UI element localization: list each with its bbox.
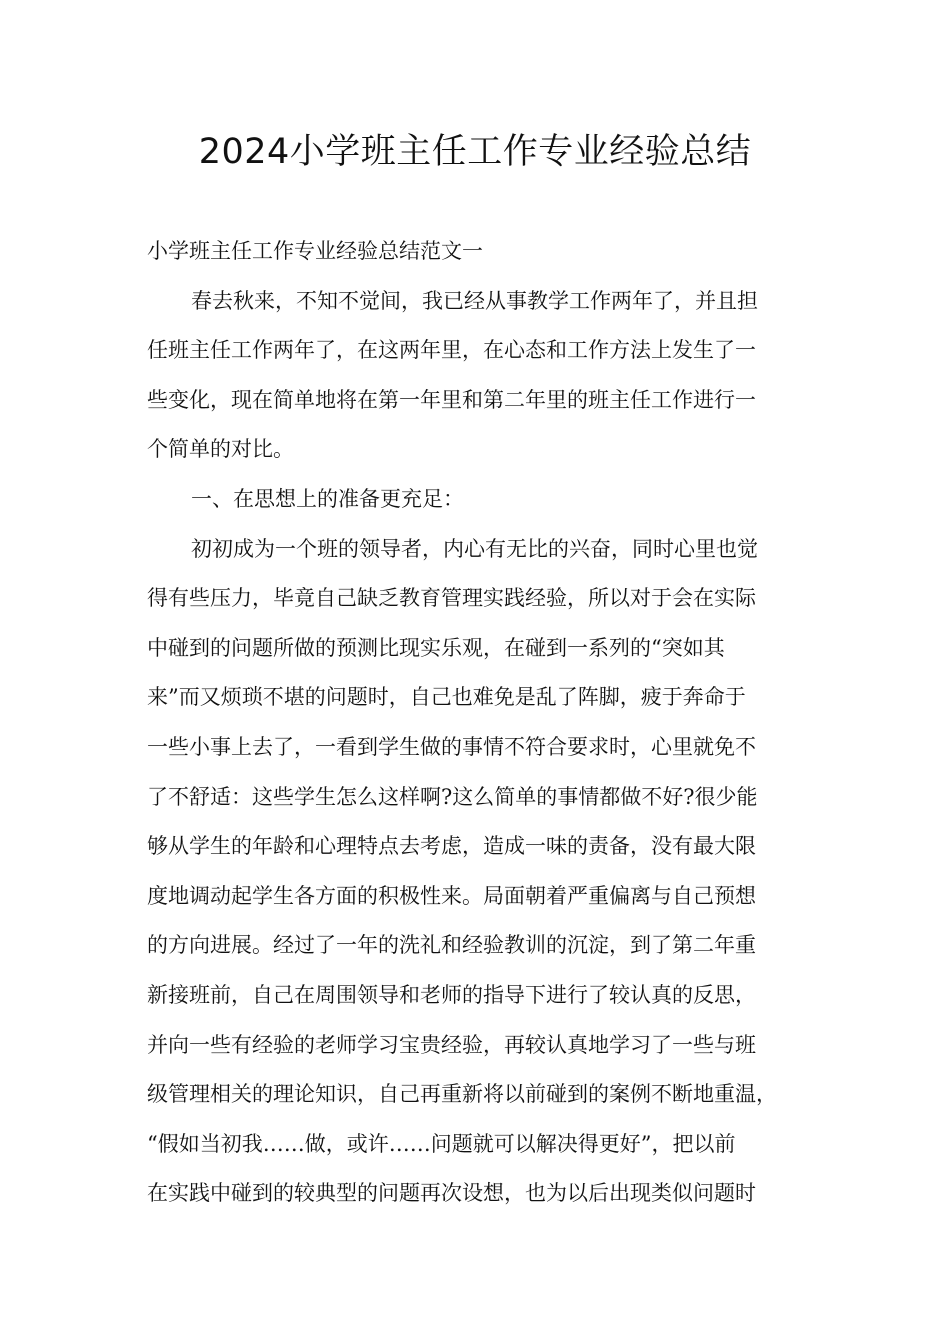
subsection-heading: 一、在思想上的准备更充足： xyxy=(191,486,464,511)
document-title: 2024小学班主任工作专业经验总结 xyxy=(198,132,752,172)
paragraph-line: 来”而又烦琐不堪的问题时，自己也难免是乱了阵脚，疲于奔命于 xyxy=(147,685,746,710)
paragraph-line: 并向一些有经验的老师学习宝贵经验，再较认真地学习了一些与班 xyxy=(147,1032,756,1057)
paragraph-line: 级管理相关的理论知识，自己再重新将以前碰到的案例不断地重温， xyxy=(147,1082,777,1107)
paragraph-line: 得有些压力，毕竟自己缺乏教育管理实践经验，所以对于会在实际 xyxy=(147,586,756,611)
paragraph-line: 了不舒适：这些学生怎么这样啊?这么简单的事情都做不好?很少能 xyxy=(147,784,758,809)
paragraph-line: 的方向进展。经过了一年的洗礼和经验教训的沉淀，到了第二年重 xyxy=(147,933,756,958)
paragraph-line: 新接班前，自己在周围领导和老师的指导下进行了较认真的反思， xyxy=(147,982,756,1007)
paragraph-line: 些变化，现在简单地将在第一年里和第二年里的班主任工作进行一 xyxy=(147,387,756,412)
paragraph-line: 春去秋来，不知不觉间，我已经从事教学工作两年了，并且担 xyxy=(191,288,758,313)
paragraph-line: 度地调动起学生各方面的积极性来。局面朝着严重偏离与自己预想 xyxy=(147,883,756,908)
paragraph-line: 初初成为一个班的领导者，内心有无比的兴奋，同时心里也觉 xyxy=(191,536,758,561)
paragraph-line: 中碰到的问题所做的预测比现实乐观，在碰到一系列的“突如其 xyxy=(147,635,725,660)
document-body xyxy=(147,227,822,1219)
paragraph-line: 在实践中碰到的较典型的问题再次设想，也为以后出现类似问题时 xyxy=(147,1181,756,1206)
paragraph-line: 任班主任工作两年了，在这两年里，在心态和工作方法上发生了一 xyxy=(147,338,756,363)
paragraph-line: 一些小事上去了，一看到学生做的事情不符合要求时，心里就免不 xyxy=(147,734,756,759)
section-heading: 小学班主任工作专业经验总结范文一 xyxy=(147,239,483,263)
paragraph-line: 个简单的对比。 xyxy=(147,437,294,462)
paragraph-line: “假如当初我……做，或许……问题就可以解决得更好”，把以前 xyxy=(147,1131,736,1156)
paragraph-line: 够从学生的年龄和心理特点去考虑，造成一味的责备，没有最大限 xyxy=(147,834,756,859)
